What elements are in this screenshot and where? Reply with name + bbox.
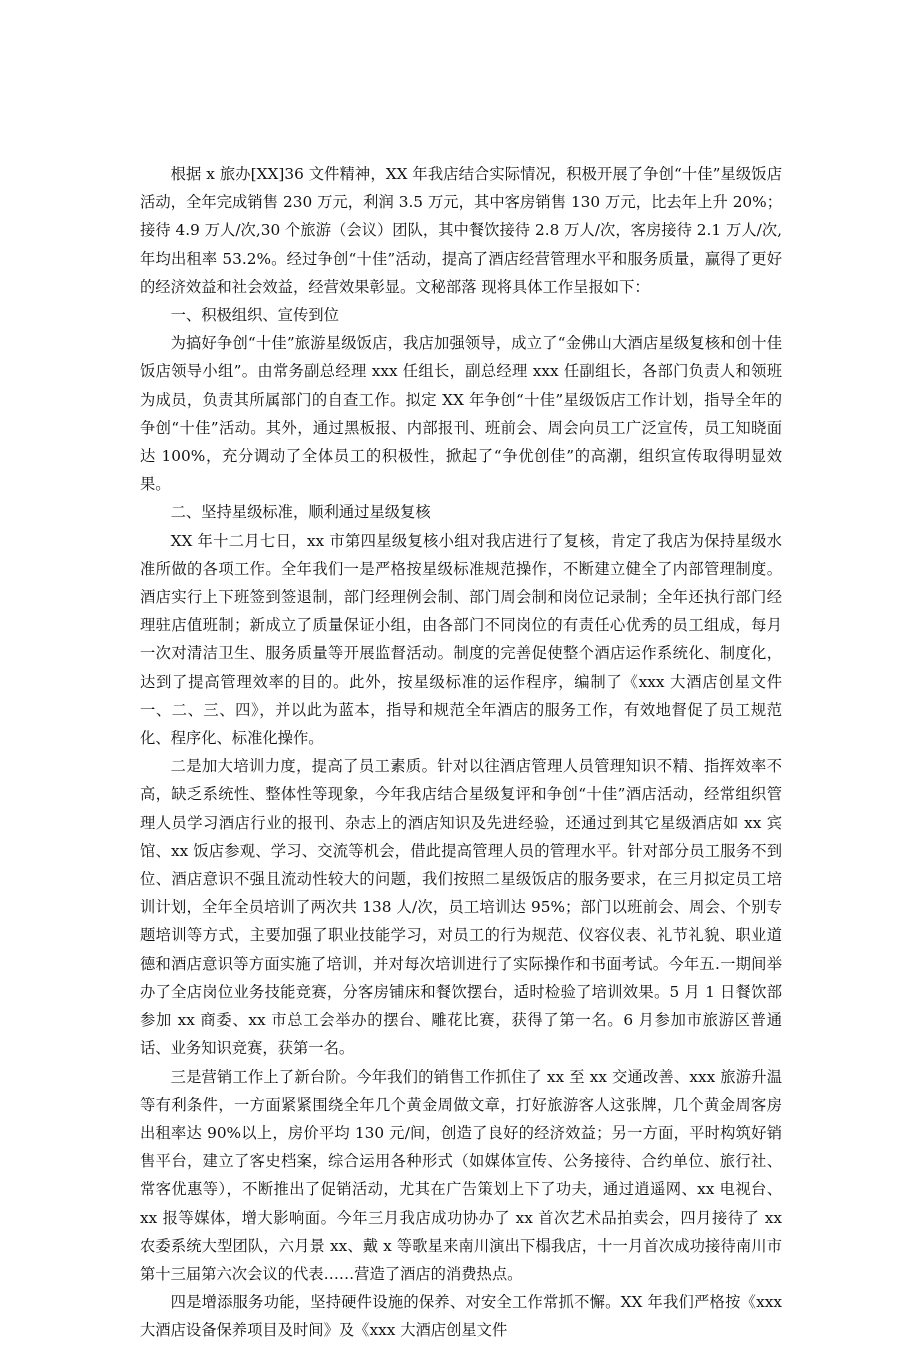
paragraph-star-review: XX 年十二月七日，xx 市第四星级复核小组对我店进行了复核，肯定了我店为保持星级水准所做的各项工作。全年我们一是严格按星级标准规范操作，不断建立健全了内部管理制度。酒店实行上下班签到签退制，部门经理例会制、部门周会制和岗位记录制；全年还执行部门经理驻店值班制；新成立了质量保证小组，由各部门不同岗位的有责任心优秀的员工组成，每月一次对清洁卫生、服务质量等开展监督活动。制度的完善促使整个酒店运作系统化、制度化，达到了提高管理效率的目的。此外，按星级标准的运作程序，编制了《xxx 大酒店创星文件一、二、三、四》，并以此为蓝本，指导和规范全年酒店的服务工作，有效地督促了员工规范化、程序化、标准化操作。 — [140, 531, 782, 748]
paragraph-intro: 根据 x 旅办[XX]36 文件精神，XX 年我店结合实际情况，积极开展了争创“十佳”星级饭店活动，全年完成销售 230 万元，利润 3.5 万元，其中客房销售 130 万元，比去年上升 20%；接待 4.9 万人/次,30 个旅游（会议）团队，其中餐饮接待 2.8 万人/次，客房接待 2.1 万人/次,年均出租率 53.2%。经过争创“十佳”活动，提高了酒店经营管理水平和服务质量，赢得了更好的经济效益和社会效益，经营效果彰显。文秘部落 现将具体工作呈报如下： — [140, 165, 782, 296]
paragraph-training: 二是加大培训力度，提高了员工素质。针对以往酒店管理人员管理知识不精、指挥效率不高，缺乏系统性、整体性等现象，今年我店结合星级复评和争创“十佳”酒店活动，经常组织管理人员学习酒店行业的报刊、杂志上的酒店知识及先进经验，还通过到其它星级酒店如 xx 宾馆、xx 饭店参观、学习、交流等机会，借此提高管理人员的管理水平。针对部分员工服务不到位、酒店意识不强且流动性较大的问题，我们按照二星级饭店的服务要求，在三月拟定员工培训计划，全年全员培训了两次共 138 人/次，员工培训达 95%；部门以班前会、周会、个别专题培训等方式，主要加强了职业技能学习，对员工的行为规范、仪容仪表、礼节礼貌、职业道德和酒店意识等方面实施了培训，并对每次培训进行了实际操作和书面考试。今年五.一期间举办了全店岗位业务技能竞赛，分客房铺床和餐饮摆台，适时检验了培训效果。5 月 1 日餐饮部参加 xx 商委、xx 市总工会举办的摆台、雕花比赛，获得了第一名。6 月参加市旅游区普通话、业务知识竞赛，获第一名。 — [140, 757, 782, 1058]
paragraph-organization: 为搞好争创“十佳”旅游星级饭店，我店加强领导，成立了“金佛山大酒店星级复核和创十佳饭店领导小组”。由常务副总经理 xxx 任组长，副总经理 xxx 任副组长，各部门负责人和领班为成员，负责其所属部门的自查工作。拟定 XX 年争创“十佳”星级饭店工作计划，指导全年的争创“十佳”活动。其外，通过黑板报、内部报刊、班前会、周会向员工广泛宣传，员工知晓面达 100%，充分调动了全体员工的积极性，掀起了“争优创佳”的高潮，组织宣传取得明显效果。 — [140, 334, 782, 494]
section-heading-2: 二、坚持星级标准，顺利通过星级复核 — [170, 503, 431, 522]
paragraph-marketing: 三是营销工作上了新台阶。今年我们的销售工作抓住了 xx 至 xx 交通改善、xxx 旅游升温等有利条件，一方面紧紧围绕全年几个黄金周做文章，打好旅游客人这张牌，几个黄金周客房出租率达 90%以上，房价平均 130 元/间，创造了良好的经济效益；另一方面，平时构筑好销售平台，建立了客史档案，综合运用各种形式（如媒体宣传、公务接待、合约单位、旅行社、常客优惠等），不断推出了促销活动，尤其在广告策划上下了功夫，通过逍遥网、xx 电视台、xx 报等媒体，增大影响面。今年三月我店成功协办了 xx 首次艺术品拍卖会，四月接待了 xx 农委系统大型团队，六月景 xx、戴 x 等歌星来南川演出下榻我店，十一月首次成功接待南川市第十三届第六次会议的代表……营造了酒店的消费热点。 — [140, 1067, 782, 1283]
section-heading-1: 一、积极组织、宣传到位 — [170, 306, 339, 325]
document-body — [140, 160, 782, 1345]
paragraph-service: 四是增添服务功能，坚持硬件设施的保养、对安全工作常抓不懈。XX 年我们严格按《xxx 大酒店设备保养项目及时间》及《xxx 大酒店创星文件 — [140, 1293, 782, 1340]
